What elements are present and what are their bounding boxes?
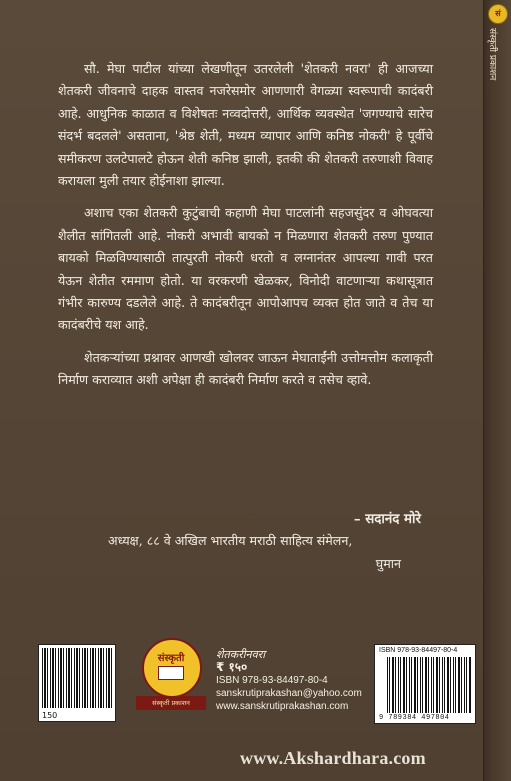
signature-block <box>58 508 433 575</box>
isbn-barcode-bars <box>387 657 471 713</box>
blurb-paragraph-3: शेतकऱ्यांच्या प्रश्नावर आणखी खोलवर जाऊन मेघाताईंनी उत्तोमत्तोम कलाकृती निर्माण कराव्यात अशी अपेक्षा ही कादंबरी निर्माण करते व तसेच व्हावे. <box>58 349 433 388</box>
book-spine <box>483 0 511 781</box>
open-book-icon <box>158 666 184 680</box>
publisher-info <box>216 648 362 713</box>
publisher-logo <box>136 636 206 726</box>
isbn-barcode <box>374 644 476 724</box>
spine-publisher-name: संस्कृती प्रकाशन <box>487 28 497 81</box>
signature-role: अध्यक्ष, ८८ वे अखिल भारतीय मराठी साहित्य संमेलन, <box>108 533 353 549</box>
isbn-barcode-label: ISBN 978-93-84497-80-4 <box>379 647 458 654</box>
isbn-barcode-digits: 9 789384 497804 <box>379 714 473 722</box>
isbn-text: ISBN 978-93-84497-80-4 <box>216 675 328 686</box>
signature-place: घुमान <box>375 555 401 571</box>
price-barcode-number: 150 <box>42 711 58 720</box>
book-title: शेतकरीनवरा <box>216 648 266 661</box>
price-barcode-bars <box>42 648 112 708</box>
publisher-email: sanskrutiprakashan@yahoo.com <box>216 688 362 699</box>
blurb-paragraph-1: सौ. मेघा पाटील यांच्या लेखणीतून उतरलेली 'शेतकरी नवरा' ही आजच्या शेतकरी जीवनाचे दाहक वास्तव नजरेसमोर आणणारी वेगळ्या स्वरूपाची कादंबरी आहे. आधुनिक काळात व विशेषतः नव्वदोत्तरी, आर्थिक व्यवस्थेत 'जगण्याचे सारेच संदर्भ बदलले' असताना, 'श्रेष्ठ शेती, मध्यम व्यापार आणि कनिष्ठ नोकरी' हे पूर्वीचे समीकरण उलटेपालटे होऊन शेती कनिष्ठ झाली, इतकी की शेतकरी तरुणाशी विवाह करायला मुली तयार होईनाशा झाल्या. <box>58 61 433 189</box>
price-barcode <box>38 644 116 722</box>
book-price: ₹ १५० <box>216 660 248 674</box>
publisher-website: www.sanskrutiprakashan.com <box>216 701 349 712</box>
signature-name: – सदानंद मोरे <box>353 511 421 527</box>
publisher-logo-text: संस्कृती <box>157 653 185 664</box>
cover-blurb <box>58 58 433 402</box>
site-watermark: www.Akshardhara.com <box>240 748 426 768</box>
spine-publisher-logo: सं <box>488 4 508 24</box>
publisher-logo-ribbon: संस्कृती प्रकाशन <box>136 696 206 710</box>
blurb-paragraph-2: अशाच एका शेतकरी कुटुंबाची कहाणी मेघा पाटलांनी सहजसुंदर व ओघवत्या शैलीत सांगितली आहे. नोकरी अभावी बायको न मिळणारा शेतकरी तरुण पुण्यात बायको मिळविण्यासाठी तात्पुरती नोकरी धरतो व लग्नानंतर आपल्या गावी परत येऊन शेतीत रममाण होतो. या वरकरणी खेळकर, विनोदी वाटणाऱ्या कथासूत्रात गंभीर कारुण्य दडलेले आहे. ते कादंबरीतून आपोआपच व्यक्त होत जाते व तेच या कादंबरीचे यश आहे. <box>58 205 433 333</box>
